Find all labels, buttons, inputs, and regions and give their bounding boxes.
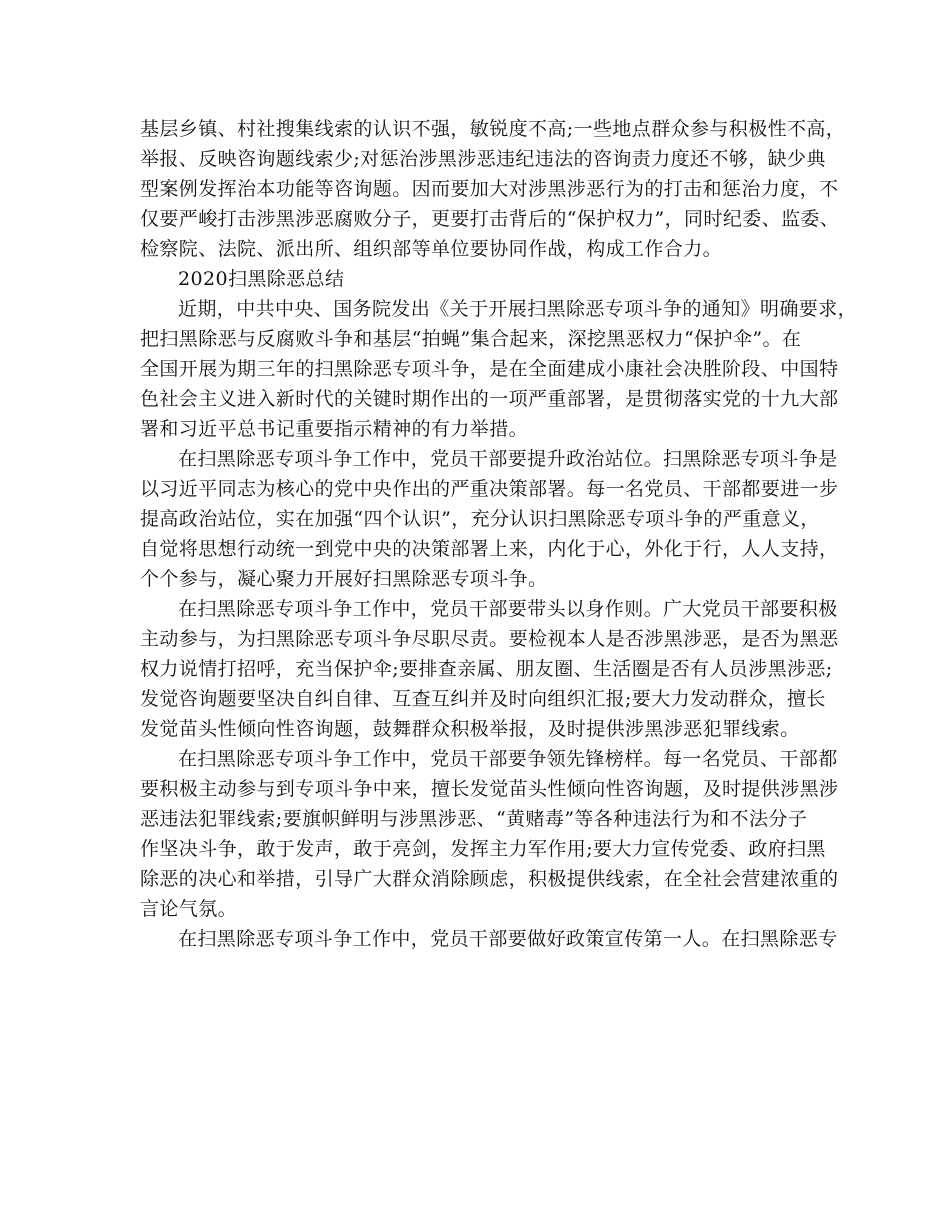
text-line: 基层乡镇、村社搜集线索的认识不强，敏锐度不高;一些地点群众参与积极性不高， — [140, 118, 846, 140]
text-line: 作坚决斗争，敢于发声，敢于亮剑，发挥主力军作用;要大力宣传党委、政府扫黑 — [140, 838, 826, 860]
paragraph-first-line: 在扫黑除恶专项斗争工作中，党员干部要做好政策宣传第一人。在扫黑除恶专 — [178, 928, 838, 950]
text-line: 恶违法犯罪线索;要旗帜鲜明与涉黑涉恶、“黄赌毒”等各种违法行为和不法分子 — [140, 808, 808, 830]
paragraph-first-line: 2020扫黑除恶总结 — [178, 268, 345, 290]
text-line: 言论气氛。 — [140, 898, 238, 920]
text-line: 仅要严峻打击涉黑涉恶腐败分子，更要打击背后的“保护权力”，同时纪委、监委、 — [140, 208, 840, 230]
document-body — [140, 114, 858, 954]
text-line: 举报、反映咨询题线索少;对惩治涉黑涉恶违纪违法的咨询责力度还不够，缺少典 — [140, 148, 826, 170]
paragraph-first-line: 在扫黑除恶专项斗争工作中，党员干部要提升政治站位。扫黑除恶专项斗争是 — [178, 448, 838, 470]
text-line: 把扫黑除恶与反腐败斗争和基层“拍蝇”集合起来，深挖黑恶权力“保护伞”。在 — [140, 328, 802, 350]
paragraph-first-line: 在扫黑除恶专项斗争工作中，党员干部要争领先锋榜样。每一名党员、干部都 — [178, 748, 838, 770]
text-line: 检察院、法院、派出所、组织部等单位要协同作战，构成工作合力。 — [140, 238, 723, 260]
text-line: 要积极主动参与到专项斗争中来，擅长发觉苗头性倾向性咨询题，及时提供涉黑涉 — [140, 778, 839, 800]
paragraph-first-line: 近期，中共中央、国务院发出《关于开展扫黑除恶专项斗争的通知》明确要求， — [178, 298, 858, 320]
text-line: 发觉咨询题要坚决自纠自律、互查互纠并及时向组织汇报;要大力发动群众，擅长 — [140, 688, 826, 710]
text-line: 提高政治站位，实在加强“四个认识”，充分认识扫黑除恶专项斗争的严重意义， — [140, 508, 820, 530]
text-line: 除恶的决心和举措，引导广大群众消除顾虑，积极提供线索，在全社会营建浓重的 — [140, 868, 839, 890]
text-line: 发觉苗头性倾向性咨询题，鼓舞群众积极举报，及时提供涉黑涉恶犯罪线索。 — [140, 718, 800, 740]
text-line: 权力说情打招呼，充当保护伞;要排查亲属、朋友圈、生活圈是否有人员涉黑涉恶; — [140, 658, 833, 680]
text-line: 型案例发挥治本功能等咨询题。因而要加大对涉黑涉恶行为的打击和惩治力度，不 — [140, 178, 839, 200]
text-line: 个个参与，凝心聚力开展好扫黑除恶专项斗争。 — [140, 568, 548, 590]
text-line: 自觉将思想行动统一到党中央的决策部署上来，内化于心，外化于行，人人支持， — [140, 538, 839, 560]
text-line: 以习近平同志为核心的党中央作出的严重决策部署。每一名党员、干部都要进一步 — [140, 478, 839, 500]
text-line: 色社会主义进入新时代的关键时期作出的一项严重部署，是贯彻落实党的十九大部 — [140, 388, 839, 410]
text-line: 署和习近平总书记重要指示精神的有力举措。 — [140, 418, 529, 440]
text-line: 全国开展为期三年的扫黑除恶专项斗争，是在全面建成小康社会决胜阶段、中国特 — [140, 358, 839, 380]
paragraph-first-line: 在扫黑除恶专项斗争工作中，党员干部要带头以身作则。广大党员干部要积极 — [178, 598, 838, 620]
text-line: 主动参与，为扫黑除恶专项斗争尽职尽责。要检视本人是否涉黑涉恶，是否为黑恶 — [140, 628, 839, 650]
